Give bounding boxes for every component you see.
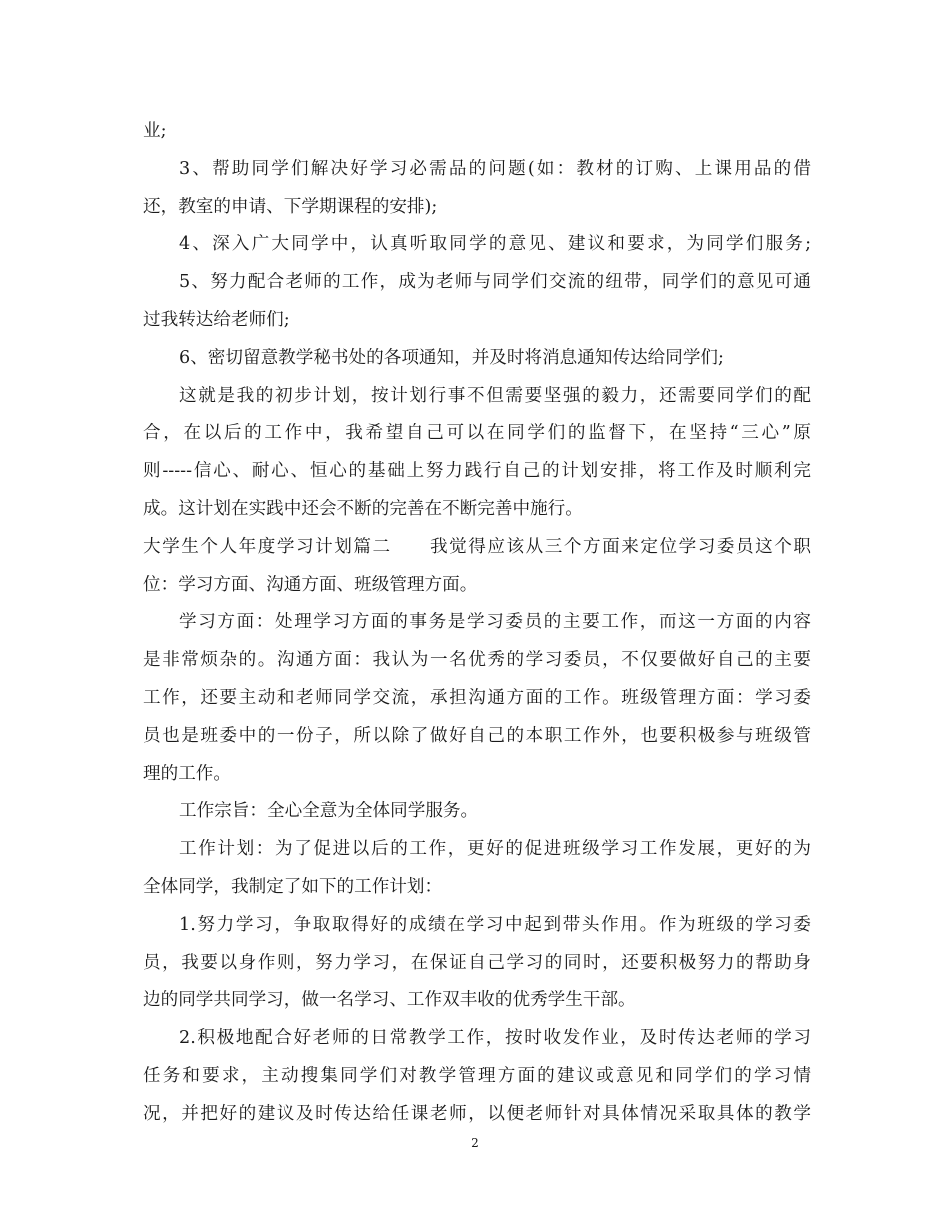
text-line: 则-----信心、耐心、恒心的基础上努力践行自己的计划安排，将工作及时顺利完 [143, 461, 811, 482]
body-text [143, 113, 811, 1134]
text-line: 4、深入广大同学中，认真听取同学的意见、建议和要求，为同学们服务; [179, 234, 811, 255]
text-line: 1.努力学习，争取取得好的成绩在学习中起到带头作用。作为班级的学习委 [179, 914, 811, 935]
text-line: 这就是我的初步计划，按计划行事不但需要坚强的毅力，还需要同学们的配 [179, 385, 811, 406]
text-line: 过我转达给老师们; [143, 309, 290, 330]
text-line: 还，教室的申请、下学期课程的安排); [143, 196, 438, 217]
text-line: 员也是班委中的一份子，所以除了做好自己的本职工作外，也要积极参与班级管 [143, 725, 811, 746]
text-line: 业; [143, 121, 167, 141]
text-line: 学习方面：处理学习方面的事务是学习委员的主要工作，而这一方面的内容 [179, 612, 811, 633]
text-line: 任务和要求，主动搜集同学们对教学管理方面的建议或意见和同学们的学习情 [143, 1065, 811, 1086]
text-line: 工作计划：为了促进以后的工作，更好的促进班级学习工作发展，更好的为 [179, 839, 811, 860]
text-line: 边的同学共同学习，做一名学习、工作双丰收的优秀学生干部。 [143, 990, 636, 1011]
text-line: 位：学习方面、沟通方面、班级管理方面。 [143, 574, 478, 595]
text-line: 员，我要以身作则，努力学习，在保证自己学习的同时，还要积极努力的帮助身 [143, 952, 811, 973]
text-line: 理的工作。 [143, 763, 231, 784]
text-line: 合，在以后的工作中，我希望自己可以在同学们的监督下，在坚持“三心”原 [143, 423, 811, 444]
text-line: 5、努力配合老师的工作，成为老师与同学们交流的纽带，同学们的意见可通 [179, 272, 811, 293]
text-line: 工作宗旨：全心全意为全体同学服务。 [179, 801, 479, 822]
text-line: 全体同学，我制定了如下的工作计划： [143, 876, 443, 897]
text-line: 成。这计划在实践中还会不断的完善在不断完善中施行。 [143, 498, 583, 519]
text-line: 2.积极地配合好老师的日常教学工作，按时收发作业，及时传达老师的学习 [179, 1028, 811, 1049]
text-line: 大学生个人年度学习计划篇二 我觉得应该从三个方面来定位学习委员这个职 [143, 536, 811, 557]
text-line: 况，并把好的建议及时传达给任课老师，以便老师针对具体情况采取具体的教学 [143, 1103, 811, 1124]
text-line: 是非常烦杂的。沟通方面：我认为一名优秀的学习委员，不仅要做好自己的主要 [143, 650, 811, 671]
text-line: 工作，还要主动和老师同学交流，承担沟通方面的工作。班级管理方面：学习委 [143, 687, 811, 708]
text-line: 3、帮助同学们解决好学习必需品的问题(如：教材的订购、上课用品的借 [179, 158, 811, 179]
page-number: 2 [471, 1136, 479, 1150]
text-line: 6、密切留意教学秘书处的各项通知，并及时将消息通知传达给同学们; [179, 347, 724, 368]
